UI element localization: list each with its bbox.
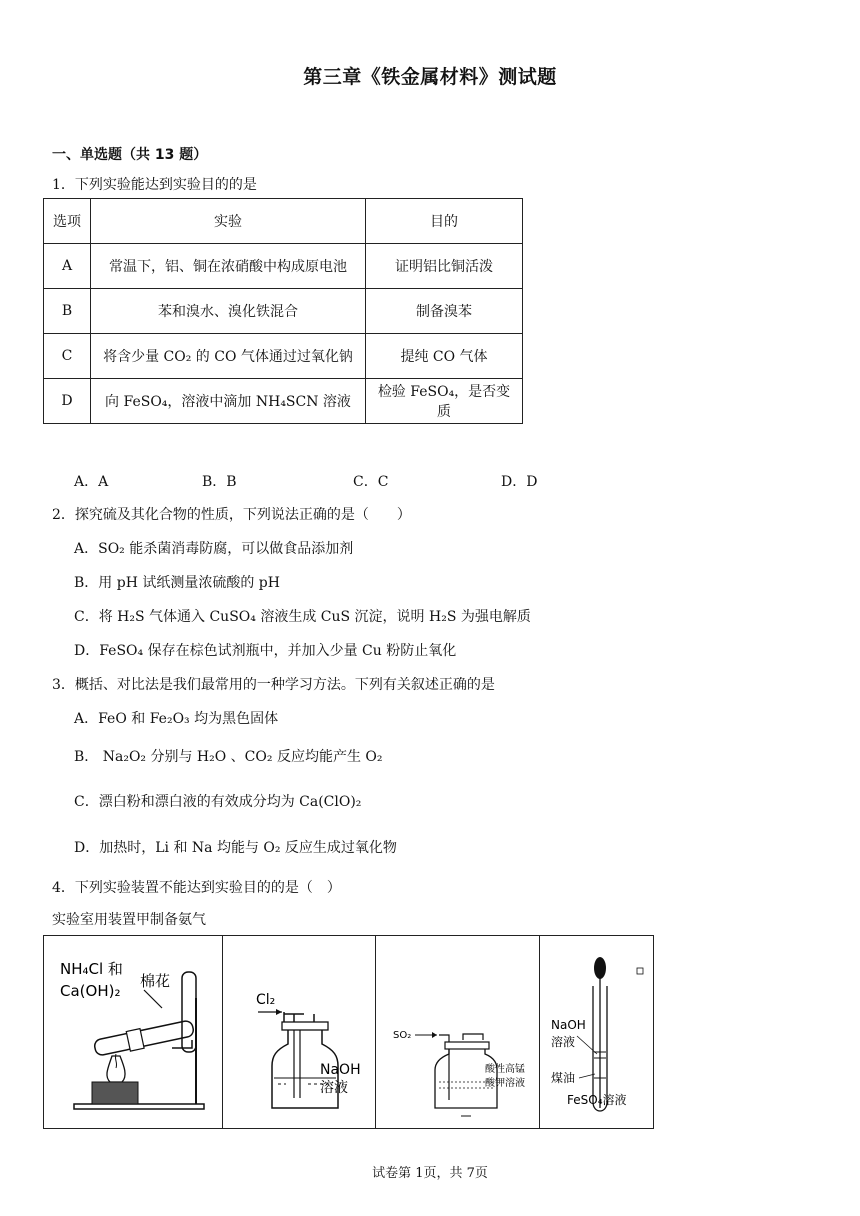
table-cell: 制备溴苯 xyxy=(366,289,523,334)
table-row xyxy=(44,379,523,424)
table-cell: 检验 FeSO₄，是否变质 xyxy=(366,379,523,424)
apparatus-figure-row xyxy=(43,935,654,1129)
table-cell: B xyxy=(44,289,91,334)
table-row xyxy=(44,244,523,289)
fig2-label-solution: 溶液 xyxy=(320,1080,348,1096)
fig4-label-feso4: FeSO₄溶液 xyxy=(567,1093,627,1107)
so2-apparatus-drawing xyxy=(375,936,539,1128)
table-header-cell: 选项 xyxy=(44,199,91,244)
page-title: 第三章《铁金属材料》测试题 xyxy=(303,66,557,88)
fig3-label-reagent-2: 酸钾溶液 xyxy=(485,1078,525,1089)
fig1-label-reagents: NH₄Cl 和 xyxy=(60,960,123,978)
table-row xyxy=(44,334,523,379)
table-cell: 苯和溴水、溴化铁混合 xyxy=(91,289,366,334)
apparatus-ferrous xyxy=(539,936,653,1128)
chlorine-apparatus-drawing xyxy=(222,936,375,1128)
page-footer: 试卷第 1页，共 7页 xyxy=(372,1166,488,1181)
fig4-label-solution: 溶液 xyxy=(551,1035,576,1049)
table-header-cell: 目的 xyxy=(366,199,523,244)
question-4-stem: 4．下列实验装置不能达到实验目的的是（ ） xyxy=(52,880,341,896)
question-2-stem: 2．探究硫及其化合物的性质，下列说法正确的是（ ） xyxy=(52,507,411,523)
section-heading: 一、单选题（共 13 题） xyxy=(52,147,208,163)
table-cell: A xyxy=(44,244,91,289)
option-d[interactable]: D．加热时，Li 和 Na 均能与 O₂ 反应生成过氧化物 xyxy=(74,840,397,856)
option-b[interactable]: B．用 pH 试纸测量浓硫酸的 pH xyxy=(74,575,280,591)
fig3-label-gas: SO₂ xyxy=(393,1030,412,1041)
option-b[interactable]: B． Na₂O₂ 分别与 H₂O 、CO₂ 反应均能产生 O₂ xyxy=(74,749,383,765)
fig1-label-cotton: 棉花 xyxy=(140,972,171,990)
table-cell: 向 FeSO₄，溶液中滴加 NH₄SCN 溶液 xyxy=(91,379,366,424)
table-cell: 提纯 CO 气体 xyxy=(366,334,523,379)
option-c[interactable]: C．C xyxy=(353,474,389,490)
table-cell: 常温下，铝、铜在浓硝酸中构成原电池 xyxy=(91,244,366,289)
table-row xyxy=(44,289,523,334)
apparatus-sulfur-dioxide xyxy=(375,936,540,1128)
fig4-label-naoh: NaOH xyxy=(551,1018,586,1032)
option-d[interactable]: D．FeSO₄ 保存在棕色试剂瓶中，并加入少量 Cu 粉防止氧化 xyxy=(74,643,457,659)
fig1-label-reagents-2: Ca(OH)₂ xyxy=(60,982,121,1000)
apparatus-chlorine xyxy=(222,936,376,1128)
figure-caption: 实验室用装置甲制备氨气 xyxy=(52,912,206,928)
table-header-cell: 实验 xyxy=(91,199,366,244)
option-a[interactable]: A．FeO 和 Fe₂O₃ 均为黑色固体 xyxy=(74,711,279,727)
table-cell: D xyxy=(44,379,91,424)
option-c[interactable]: C．将 H₂S 气体通入 CuSO₄ 溶液生成 CuS 沉淀，说明 H₂S 为强电解质 xyxy=(74,609,531,625)
ammonia-apparatus-drawing xyxy=(44,936,222,1128)
question-1-stem: 1．下列实验能达到实验目的的是 xyxy=(52,177,257,193)
fig4-label-kerosene: 煤油 xyxy=(551,1071,576,1085)
option-c[interactable]: C．漂白粉和漂白液的有效成分均为 Ca(ClO)₂ xyxy=(74,794,362,810)
fig2-label-naoh: NaOH xyxy=(320,1062,361,1078)
question-3-stem: 3．概括、对比法是我们最常用的一种学习方法。下列有关叙述正确的是 xyxy=(52,677,495,693)
option-a[interactable]: A．SO₂ 能杀菌消毒防腐，可以做食品添加剂 xyxy=(74,541,354,557)
table-cell: C xyxy=(44,334,91,379)
question-1-options xyxy=(0,471,860,491)
apparatus-ammonia xyxy=(44,936,223,1128)
option-b[interactable]: B．B xyxy=(202,474,237,490)
fig2-label-gas: Cl₂ xyxy=(256,992,276,1008)
table-cell: 证明铝比铜活泼 xyxy=(366,244,523,289)
option-a[interactable]: A．A xyxy=(74,474,109,490)
question-1-table xyxy=(43,198,523,424)
ferrous-apparatus-drawing xyxy=(539,936,653,1128)
option-d[interactable]: D．D xyxy=(501,474,538,490)
table-header-row xyxy=(44,199,523,244)
fig3-label-reagent: 酸性高锰 xyxy=(485,1064,525,1075)
table-cell: 将含少量 CO₂ 的 CO 气体通过过氧化钠 xyxy=(91,334,366,379)
